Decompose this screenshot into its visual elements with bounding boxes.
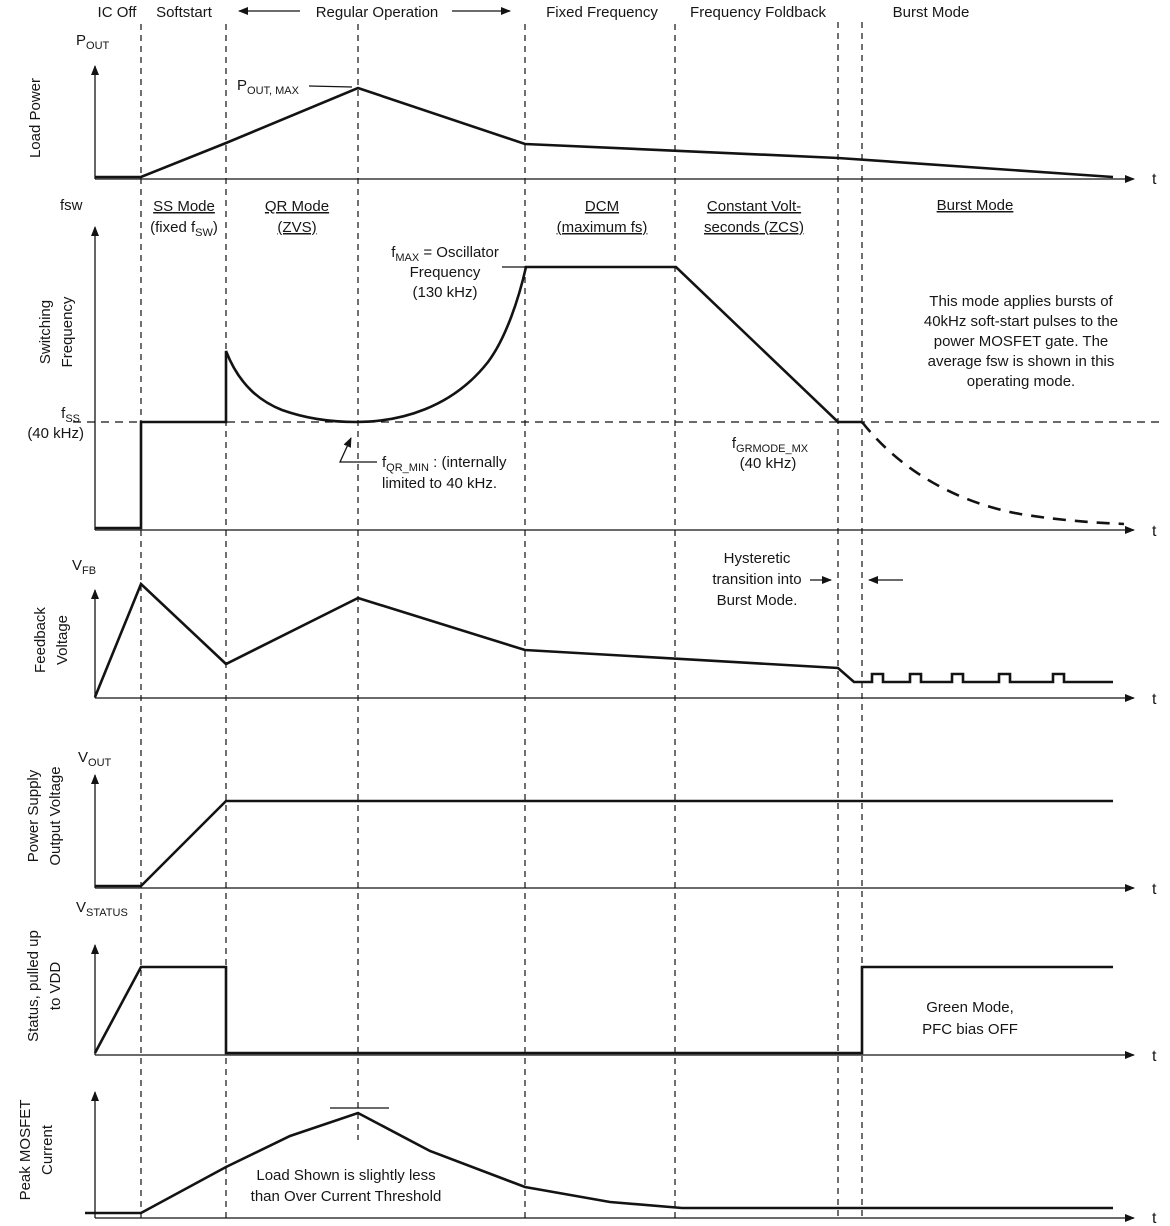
hysteretic-note-line3: Burst Mode. [716,592,798,609]
load-power-ylabel: Load Power [27,77,44,159]
feedback-voltage-ylabel-line1: Feedback [32,607,49,673]
mosfet-current-ylabel-line1: Peak MOSFET [17,1099,34,1201]
status-ylabel-line1: Status, pulled up [25,930,42,1042]
mosfet-current-ylabel-line2: Current [39,1124,56,1176]
fmax-label-line1: $f_{MAX}$ = Oscillator [391,244,499,264]
fss-value-label: (40 kHz) [27,425,84,442]
header-label-fixed-frequency: Fixed Frequency [546,4,658,21]
fgrmode-label: $f_{GRMODE\_MX}$ [731,435,809,455]
green-mode-note-line2: PFC bias OFF [922,1021,1018,1038]
vout-axis-label: $V_{OUT}$ [78,749,112,769]
output-voltage-waveform [95,801,1113,886]
header-label-frequency-foldback: Frequency Foldback [690,4,826,21]
load-power-waveform [95,88,1113,177]
mode-label-cvs-sub: seconds (ZCS) [703,219,805,236]
vfb-axis-label: $V_{FB}$ [72,557,97,577]
output-voltage-ylabel-line2: Output Voltage [47,766,64,866]
output-voltage-ylabel-line1: Power Supply [25,769,42,863]
switching-frequency-ylabel-line2: Frequency [59,296,76,368]
mosfet-current-t-label: t [1152,1210,1157,1226]
mode-label-ss-sub: (fixed $f_{SW}$) [150,219,218,239]
mosfet-current-waveform [85,1113,1113,1213]
fsw-axis-label: fsw [60,197,83,214]
header-label-regular-operation: Regular Operation [315,4,439,21]
fmax-label-line3: (130 kHz) [412,284,478,301]
status-t-label: t [1152,1048,1157,1065]
burst-note-line5: operating mode. [966,373,1076,390]
burst-note-line2: 40kHz soft-start pulses to the [923,313,1119,330]
status-ylabel-line2: to VDD [47,961,64,1011]
fqrmin-label-line2: limited to 40 kHz. [382,475,498,492]
pout-axis-label: $P_{OUT}$ [76,32,110,52]
pout-max-label: $P_{OUT, MAX}$ [237,77,299,97]
feedback-voltage-ylabel-line2: Voltage [54,614,71,666]
fss-label: $f_{SS}$ [61,405,80,425]
feedback-voltage-waveform [95,584,1113,697]
burst-mode-average-fsw-dashed-curve [862,422,1124,524]
mode-label-qr-sub: (ZVS) [277,219,317,236]
green-mode-note-line1: Green Mode, [926,999,1014,1016]
hysteretic-note-line2: transition into [712,571,802,588]
feedback-voltage-t-label: t [1152,691,1157,708]
header-label-ic-off: IC Off [97,4,137,21]
mode-label-cvs: Constant Volt- [706,198,802,215]
burst-note-line1: This mode applies bursts of [929,293,1113,310]
pout-max-callout-line [309,86,352,87]
vstatus-axis-label: $V_{STATUS}$ [76,899,128,919]
load-note-line2: than Over Current Threshold [250,1188,442,1205]
hysteretic-note-line1: Hysteretic [723,550,791,567]
mode-label-burst: Burst Mode [936,197,1014,214]
fgrmode-value-label: (40 kHz) [739,455,797,472]
mode-label-dcm: DCM [584,198,620,215]
fqrmin-label-line1: $f_{QR\_MIN}$ : (internally [382,454,507,474]
mode-label-ss: SS Mode [153,198,215,215]
load-note-line1: Load Shown is slightly less [256,1167,436,1184]
burst-note-line3: power MOSFET gate. The [933,333,1109,350]
output-voltage-t-label: t [1152,881,1157,898]
switching-frequency-t-label: t [1152,523,1157,540]
fmax-label-line2: Frequency [409,264,481,281]
header-label-burst-mode: Burst Mode [892,4,970,21]
burst-note-line4: average fsw is shown in this [927,353,1115,370]
header-label-softstart: Softstart [156,4,212,21]
mode-label-qr: QR Mode [264,198,330,215]
switching-frequency-ylabel-line1: Switching [37,299,54,365]
mode-label-dcm-sub: (maximum fs) [556,219,648,236]
load-power-t-label: t [1152,171,1157,188]
